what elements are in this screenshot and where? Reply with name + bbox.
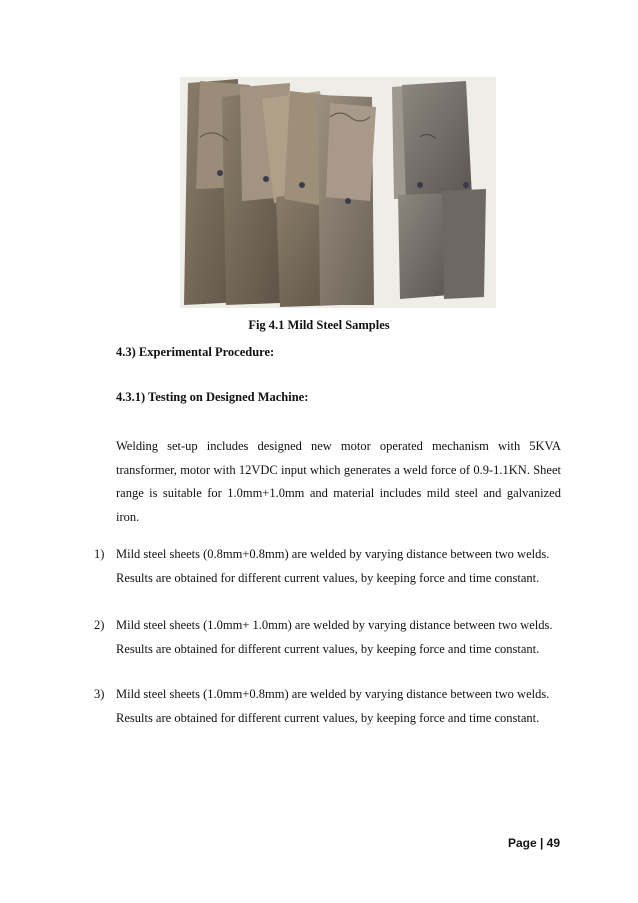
steel-samples-image <box>180 77 496 308</box>
list-number: 1) <box>94 547 105 561</box>
list-line: Mild steel sheets (1.0mm+0.8mm) are welded by varying distance between two welds. <box>116 687 550 701</box>
list-number: 3) <box>94 687 105 701</box>
page-number: Page | 49 <box>507 836 560 850</box>
list-line: Results are obtained for different current values, by keeping force and time constant. <box>116 710 540 725</box>
list-line: Mild steel sheets (0.8mm+0.8mm) are welded by varying distance between two welds. <box>116 547 550 561</box>
list-number: 2) <box>94 618 105 632</box>
figure-caption: Fig 4.1 Mild Steel Samples <box>248 318 390 332</box>
setup-paragraph: Welding set-up includes designed new motor operated mechanism with 5KVA transformer, motor with 12VDC input which generates a weld force of 0.9-1.1KN. Sheet range is suitable for 1.0mm+1.0mm and material includes mild steel and galvanized iron. <box>116 439 561 524</box>
list-line: Results are obtained for different current values, by keeping force and time constant. <box>116 570 540 585</box>
section-heading: 4.3) Experimental Procedure: <box>116 345 275 359</box>
list-line: Results are obtained for different current values, by keeping force and time constant. <box>116 641 540 656</box>
steel-samples-photo <box>180 77 496 308</box>
list-line: Mild steel sheets (1.0mm+ 1.0mm) are welded by varying distance between two welds. <box>116 618 553 632</box>
subsection-heading: 4.3.1) Testing on Designed Machine: <box>116 390 309 404</box>
